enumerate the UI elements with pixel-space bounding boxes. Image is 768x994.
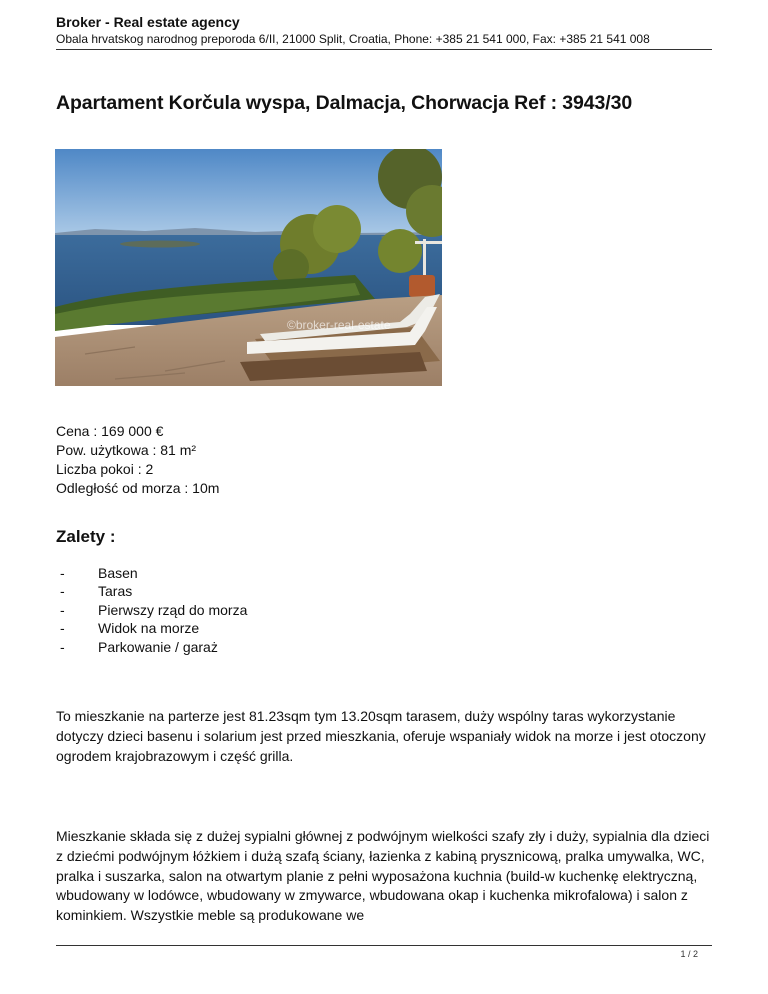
document-header: [56, 14, 716, 47]
list-item: - Basen: [60, 565, 138, 581]
features-heading: Zalety :: [56, 527, 116, 546]
property-specs: [56, 422, 219, 498]
description-paragraph: To mieszkanie na parterze jest 81.23sqm tym 13.20sqm tarasem, duży wspólny taras wykorzystanie dotyczy dzieci basenu i solarium jest przed mieszkania, oferuje wspaniały widok na morze i jest otoczony ogrodem krajobrazowym i część grilla.: [56, 708, 706, 764]
feature-label: Taras: [98, 583, 133, 600]
footer-divider: [56, 945, 712, 946]
distance-to-sea: Odległość od morza : 10m: [56, 480, 220, 496]
feature-label: Pierwszy rząd do morza: [98, 601, 248, 618]
list-item: - Parkowanie / garaż: [60, 638, 218, 655]
description-paragraph: Mieszkanie składa się z dużej sypialni głównej z podwójnym wielkości szafy zły i duży, sypialnia dla dzieci z dziećmi podwójnym łóżkiem i dużą szafą ściany, łazienka z kabiną prysznicową, pralka umywalka, WC, pralka i suszarka, salon na otwartym planie z pełni wyposażona kuchnia (build-w kuchenkę elektryczną, wbudowany w lodówce, wbudowany w zmywarce, wbudowana okap i kuchenka mikrofalowa) i salon z kominkiem. Wszystkie meble są produkowane we: [56, 828, 710, 924]
list-item: - Pierwszy rząd do morza: [60, 601, 248, 618]
list-item: - Widok na morze: [60, 620, 200, 637]
header-divider: [56, 49, 712, 50]
price: Cena : 169 000 €: [56, 423, 164, 439]
feature-label: Basen: [98, 565, 138, 581]
usable-area: Pow. użytkowa : 81 m²: [56, 442, 197, 458]
page-number: 1 / 2: [680, 949, 698, 959]
feature-label: Parkowanie / garaż: [98, 638, 218, 655]
listing-title: Apartament Korčula wyspa, Dalmacja, Chorwacja Ref : 3943/30: [56, 92, 633, 114]
list-item: - Taras: [60, 583, 133, 600]
company-name: Broker - Real estate agency: [56, 14, 240, 30]
company-address: Obala hrvatskog narodnog preporoda 6/II, 21000 Split, Croatia, Phone: +385 21 541 000, Fax: +385 21 541 008: [56, 32, 650, 46]
photo-watermark: ©broker-real-estate: [287, 318, 391, 332]
feature-label: Widok na morze: [98, 620, 200, 637]
features-list: [56, 564, 247, 656]
property-photo: [55, 149, 442, 386]
room-count: Liczba pokoi : 2: [56, 461, 154, 477]
